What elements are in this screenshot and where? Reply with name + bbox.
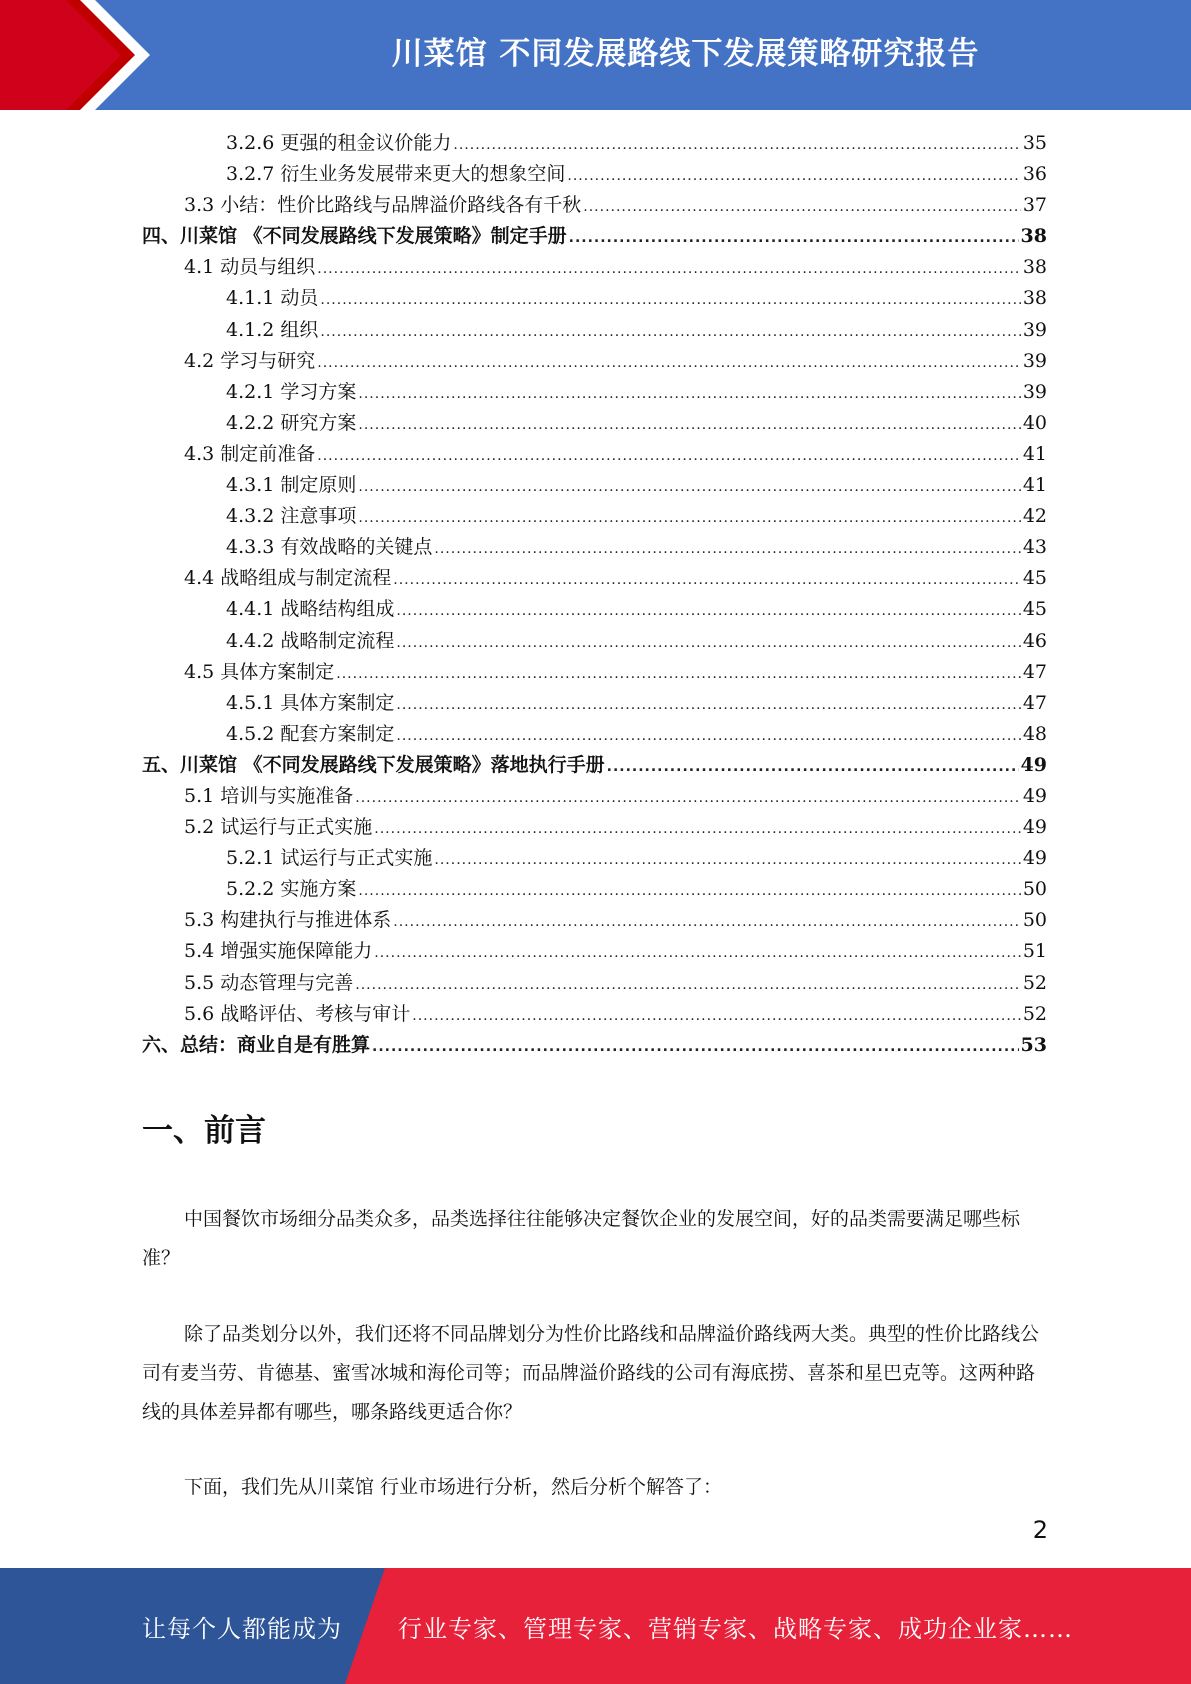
- toc-leader-dots: [358, 876, 1020, 907]
- toc-entry-page: 49: [1022, 784, 1047, 807]
- paragraph: 下面，我们先从川菜馆 行业市场进行分析，然后分析个解答了：: [184, 1476, 723, 1498]
- toc-entry[interactable]: [142, 408, 1047, 439]
- toc-entry[interactable]: [142, 843, 1047, 874]
- toc-entry-page: 52: [1022, 1002, 1047, 1025]
- toc-entry[interactable]: [142, 563, 1047, 594]
- toc-entry-page: 46: [1022, 629, 1047, 652]
- footer-banner: [0, 1568, 1191, 1684]
- toc-entry-label: 4.3.1 制定原则: [226, 474, 357, 497]
- toc-entry-label: 4.5 具体方案制定: [184, 660, 335, 683]
- toc-entry-label: 5.6 战略评估、考核与审计: [184, 1002, 411, 1025]
- toc-entry-label: 4.4.2 战略制定流程: [226, 629, 395, 652]
- toc-entry-page: 38: [1022, 256, 1047, 279]
- toc-entry-page: 48: [1022, 722, 1047, 745]
- paragraph: 除了品类划分以外，我们还将不同品牌划分为性价比路线和品牌溢价路线两大类。典型的性价比路线公司有麦当劳、肯德基、蜜雪冰城和海伦司等；而品牌溢价路线的公司有海底捞、喜茶和星巴克等。这两种路线的具体差异都有哪些，哪条路线更适合你？: [142, 1323, 1040, 1423]
- toc-entry[interactable]: [142, 346, 1047, 377]
- toc-entry[interactable]: [142, 252, 1047, 283]
- toc-entry-label: 4.2 学习与研究: [184, 349, 316, 372]
- toc-entry[interactable]: [142, 812, 1047, 843]
- toc-entry-page: 45: [1022, 567, 1047, 590]
- toc-entry-label: 4.3 制定前准备: [184, 442, 316, 465]
- toc-leader-dots: [583, 192, 1021, 223]
- toc-entry-page: 35: [1022, 132, 1047, 154]
- toc-leader-dots: [434, 845, 1020, 876]
- toc-entry-page: 47: [1022, 660, 1047, 683]
- toc-entry-label: 4.3.3 有效战略的关键点: [226, 536, 433, 559]
- toc-leader-dots: [607, 752, 1019, 783]
- toc-entry[interactable]: [142, 781, 1047, 812]
- toc-entry[interactable]: [142, 657, 1047, 688]
- toc-entry-label: 4.1.2 组织: [226, 318, 319, 341]
- section-heading: 一、前言: [142, 1113, 266, 1149]
- toc-entry[interactable]: [142, 190, 1047, 221]
- toc-entry-label: 4.2.1 学习方案: [226, 380, 357, 403]
- toc-entry[interactable]: [142, 968, 1047, 999]
- toc-entry-page: 41: [1022, 474, 1047, 497]
- toc-entry[interactable]: [142, 626, 1047, 657]
- toc-leader-dots: [374, 938, 1021, 969]
- toc-entry[interactable]: [142, 874, 1047, 905]
- toc-entry[interactable]: [142, 719, 1047, 750]
- toc-entry[interactable]: [142, 221, 1047, 252]
- toc-entry[interactable]: [142, 315, 1047, 346]
- toc-leader-dots: [453, 130, 1020, 161]
- toc-leader-dots: [396, 721, 1020, 752]
- toc-leader-dots: [396, 690, 1020, 721]
- toc-entry-page: 39: [1022, 318, 1047, 341]
- toc-leader-dots: [355, 970, 1021, 1001]
- toc-entry-label: 5.2.2 实施方案: [226, 878, 357, 901]
- toc-leader-dots: [358, 472, 1020, 503]
- toc-entry-page: 49: [1022, 847, 1047, 870]
- toc-entry[interactable]: [142, 128, 1047, 159]
- toc-leader-dots: [393, 907, 1021, 938]
- toc-entry[interactable]: [142, 377, 1047, 408]
- toc-leader-dots: [358, 503, 1020, 534]
- table-of-contents: [142, 128, 1047, 1061]
- toc-entry-label: 4.1.1 动员: [226, 287, 319, 310]
- page-number: 2: [1032, 1516, 1048, 1544]
- toc-entry-page: 42: [1022, 505, 1047, 528]
- toc-entry-label: 4.3.2 注意事项: [226, 505, 357, 528]
- toc-entry-page: 49: [1022, 816, 1047, 839]
- toc-entry-label: 5.1 培训与实施准备: [184, 784, 354, 807]
- toc-entry-page: 50: [1022, 909, 1047, 932]
- toc-entry-label: 5.2 试运行与正式实施: [184, 816, 373, 839]
- toc-leader-dots: [567, 161, 1020, 192]
- toc-entry-page: 40: [1022, 411, 1047, 434]
- toc-entry-page: 39: [1022, 380, 1047, 403]
- toc-entry[interactable]: [142, 532, 1047, 563]
- footer-slogan-left: 让每个人都能成为: [142, 1614, 342, 1643]
- toc-entry-label: 5.5 动态管理与完善: [184, 971, 354, 994]
- toc-leader-dots: [317, 441, 1021, 472]
- toc-entry-label: 3.3 小结：性价比路线与品牌溢价路线各有千秋: [184, 194, 582, 217]
- toc-entry-page: 50: [1022, 878, 1047, 901]
- toc-entry[interactable]: [142, 936, 1047, 967]
- toc-leader-dots: [317, 348, 1021, 379]
- toc-entry[interactable]: [142, 594, 1047, 625]
- toc-leader-dots: [317, 254, 1021, 285]
- toc-leader-dots: [412, 1001, 1021, 1032]
- toc-entry[interactable]: [142, 501, 1047, 532]
- toc-entry[interactable]: [142, 1030, 1047, 1061]
- toc-entry-page: 45: [1022, 598, 1047, 621]
- toc-leader-dots: [320, 317, 1020, 348]
- toc-leader-dots: [320, 285, 1020, 316]
- toc-entry-label: 3.2.6 更强的租金议价能力: [226, 132, 452, 154]
- toc-entry-label: 五、川菜馆 《不同发展路线下发展策略》落地执行手册: [142, 753, 605, 776]
- toc-leader-dots: [569, 223, 1019, 254]
- toc-entry[interactable]: [142, 470, 1047, 501]
- toc-entry-page: 43: [1022, 536, 1047, 559]
- toc-leader-dots: [396, 628, 1020, 659]
- toc-leader-dots: [358, 410, 1020, 441]
- toc-entry-label: 4.4.1 战略结构组成: [226, 598, 395, 621]
- toc-entry-label: 4.5.1 具体方案制定: [226, 691, 395, 714]
- toc-entry[interactable]: [142, 439, 1047, 470]
- toc-entry[interactable]: [142, 750, 1047, 781]
- toc-entry-label: 5.2.1 试运行与正式实施: [226, 847, 433, 870]
- toc-entry[interactable]: [142, 283, 1047, 314]
- paragraph: 中国餐饮市场细分品类众多，品类选择往往能够决定餐饮企业的发展空间，好的品类需要满足哪些标准？: [142, 1208, 1021, 1269]
- toc-entry-page: 47: [1022, 691, 1047, 714]
- toc-leader-dots: [434, 534, 1020, 565]
- document-title: 川菜馆 不同发展路线下发展策略研究报告: [391, 35, 980, 72]
- toc-entry-page: 49: [1020, 753, 1047, 776]
- toc-entry[interactable]: [142, 688, 1047, 719]
- toc-leader-dots: [336, 659, 1021, 690]
- toc-entry-page: 37: [1022, 194, 1047, 217]
- toc-entry-label: 4.5.2 配套方案制定: [226, 722, 395, 745]
- toc-entry-page: 53: [1020, 1033, 1047, 1056]
- toc-entry-page: 38: [1022, 287, 1047, 310]
- toc-entry[interactable]: [142, 905, 1047, 936]
- toc-entry-page: 36: [1022, 163, 1047, 186]
- toc-entry-page: 51: [1022, 940, 1047, 963]
- toc-entry-page: 39: [1022, 349, 1047, 372]
- toc-entry-label: 六、总结：商业自是有胜算: [142, 1033, 371, 1056]
- toc-entry-page: 52: [1022, 971, 1047, 994]
- toc-leader-dots: [372, 1032, 1019, 1063]
- header-banner: [0, 0, 1191, 110]
- toc-entry-label: 4.4 战略组成与制定流程: [184, 567, 392, 590]
- toc-leader-dots: [374, 814, 1021, 845]
- toc-entry-label: 5.4 增强实施保障能力: [184, 940, 373, 963]
- toc-entry-page: 41: [1022, 442, 1047, 465]
- toc-leader-dots: [393, 565, 1021, 596]
- toc-leader-dots: [358, 379, 1020, 410]
- toc-entry-label: 4.2.2 研究方案: [226, 411, 357, 434]
- footer-slogan-right: 行业专家、管理专家、营销专家、战略专家、成功企业家……: [398, 1614, 1073, 1643]
- toc-entry-page: 38: [1020, 225, 1047, 248]
- toc-entry-label: 3.2.7 衍生业务发展带来更大的想象空间: [226, 163, 566, 186]
- toc-entry-label: 4.1 动员与组织: [184, 256, 316, 279]
- toc-entry[interactable]: [142, 159, 1047, 190]
- toc-entry[interactable]: [142, 999, 1047, 1030]
- toc-leader-dots: [396, 596, 1020, 627]
- toc-leader-dots: [355, 783, 1021, 814]
- toc-entry-label: 5.3 构建执行与推进体系: [184, 909, 392, 932]
- toc-entry-label: 四、川菜馆 《不同发展路线下发展策略》制定手册: [142, 225, 567, 248]
